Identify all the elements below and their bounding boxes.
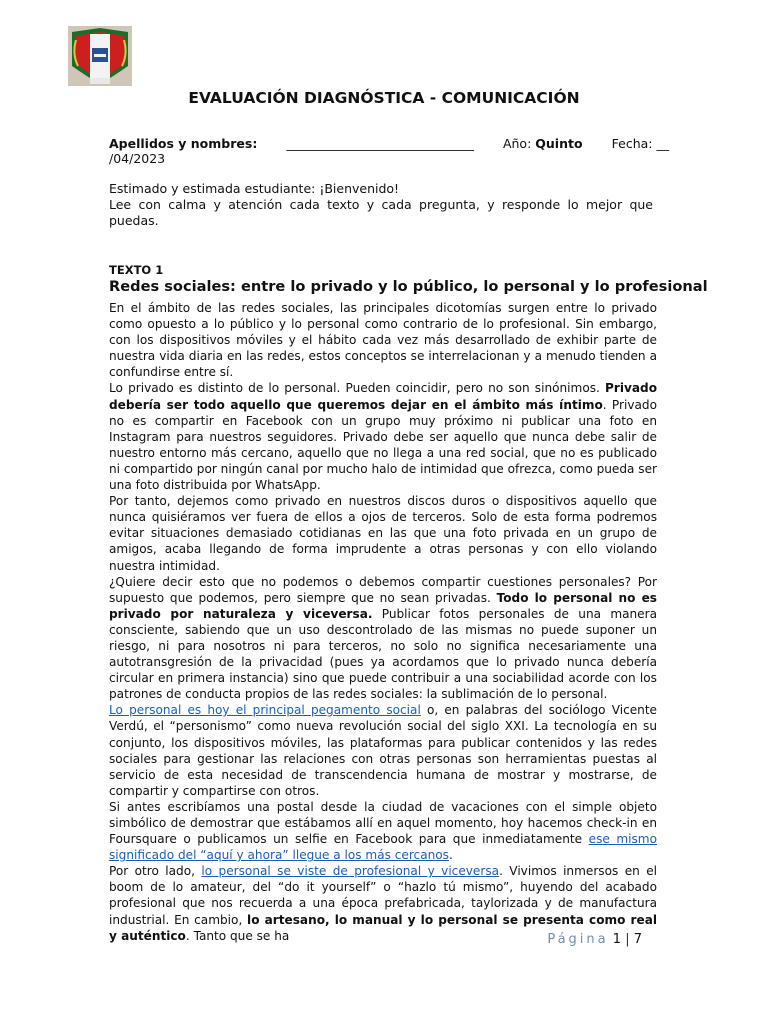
date-label: Fecha: [611,136,653,151]
text-heading: Redes sociales: entre lo privado y lo público, lo personal y lo profesional [109,278,708,295]
greeting [109,181,653,229]
paragraph-5: Lo personal es hoy el principal pegamento social o, en palabras del sociólogo Vicente Verdú, el “personismo” como nueva revolución social del siglo XXI. La tecnología en su conjunto, los dispositivos móviles, las plataformas para publicar contenidos y las redes sociales para gestionar las relaciones con otras personas son herramientas puestas al servicio de esta necesidad de transcendencia humana de mostrar y mostrarse, de compartir y compartirse con otros. [109,703,658,798]
student-info [109,136,669,166]
date-rest: /04/2023 [109,151,166,166]
greeting-line-1: Estimado y estimada estudiante: ¡Bienvenido! [109,181,400,196]
text-label: TEXTO 1 [109,263,164,277]
paragraph-6: Si antes escribíamos una postal desde la ciudad de vacaciones con el simple objeto simbólico de demostrar que estábamos allí en aquel momento, hoy hacemos check-in en Foursquare o publicamos un selfie en Facebook para que inmediatamente ese mismo significado del “aquí y ahora” llegue a los más cercanos. [109,799,657,863]
school-crest-icon [68,26,132,86]
names-blank[interactable]: ______________________________ [286,136,474,151]
date-field [612,136,669,151]
page-separator: | [625,932,630,947]
paragraph-4: ¿Quiere decir esto que no podemos o debemos compartir cuestiones personales? Por supuesto que podemos, pero siempre que no sean privadas. Todo lo personal no es privado por naturaleza y viceversa. Publicar fotos personales de una manera consciente, sabiendo que un uso descontrolado de las mismas no puede suponer un riesgo, ni para nosotros ni para terceros, no solo no significa necesariamente una autotransgresión de la privacidad (pues ya acordamos que lo privado nunca debería circular en primera instancia) sino que puede contribuir a una sociabilidad acorde con los patrones de conducta propios de las redes sociales: la sublimación de lo personal. [109,574,658,702]
paragraph-7: Por otro lado, lo personal se viste de profesional y viceversa. Vivimos inmersos en el boom de lo amateur, del “do it yourself” o “hazlo tú mismo”, huyendo del acabado profesional que nos recuerda a una época prefabricada, taylorizada y de manufactura industrial. En cambio, lo artesano, lo manual y lo personal se presenta como real y auténtico. Tanto que se ha [109,864,658,943]
document-title: EVALUACIÓN DIAGNÓSTICA - COMUNICACIÓN [188,89,580,107]
date-day-blank[interactable]: __ [656,136,669,151]
page-number: 1 [612,932,622,947]
year-label: Año: [502,136,532,151]
page-total: 7 [633,932,642,947]
page-word: Página [547,932,609,947]
link-aqui-y-ahora[interactable]: ese mismo significado del “aquí y ahora” llegue a los más cercanos [109,832,657,863]
names-label: Apellidos y nombres: [109,136,258,151]
text-body [109,300,657,944]
link-personal-profesional[interactable]: lo personal se viste de profesional y viceversa [201,864,500,879]
page-footer [547,932,642,947]
year-value: Quinto [535,136,583,151]
paragraph-2: Lo privado es distinto de lo personal. Pueden coincidir, pero no son sinónimos. Privado debería ser todo aquello que queremos dejar en el ámbito más íntimo. Privado no es compartir en Facebook con un grupo muy próximo ni publicar una foto en Instagram para nuestros seguidores. Privado debe ser aquello que nunca debe salir de nuestro entorno más cercano, aquello que no llega a una red social, que no es publicado ni compartido por ningún canal por mucho halo de intimidad que ofrezca, como pueda ser una foto distribuida por WhatsApp. [109,381,657,493]
link-pegamento-social[interactable]: Lo personal es hoy el principal pegamento social [109,703,421,718]
year-field [503,136,583,151]
greeting-line-2: Lee con calma y atención cada texto y cada pregunta, y responde lo mejor que puedas. [109,197,653,228]
paragraph-1: En el ámbito de las redes sociales, las principales dicotomías surgen entre lo privado como opuesto a lo público y lo personal como contrario de lo profesional. Sin embargo, con los dispositivos móviles y el hábito cada vez más desarrollado de exhibir parte de nuestra vida diaria en las redes, estos conceptos se interrelacionan y a menudo tienden a confundirse entre sí. [109,301,657,380]
paragraph-3: Por tanto, dejemos como privado en nuestros discos duros o dispositivos aquello que nunca quisiéramos ver fuera de ellos a ojos de terceros. Solo de esta forma podremos evitar situaciones demasiado cotidianas en las que una foto privada en un grupo de amigos, acaba llegando de forma imprudente a otras personas y con ello violando nuestra intimidad. [109,494,657,573]
